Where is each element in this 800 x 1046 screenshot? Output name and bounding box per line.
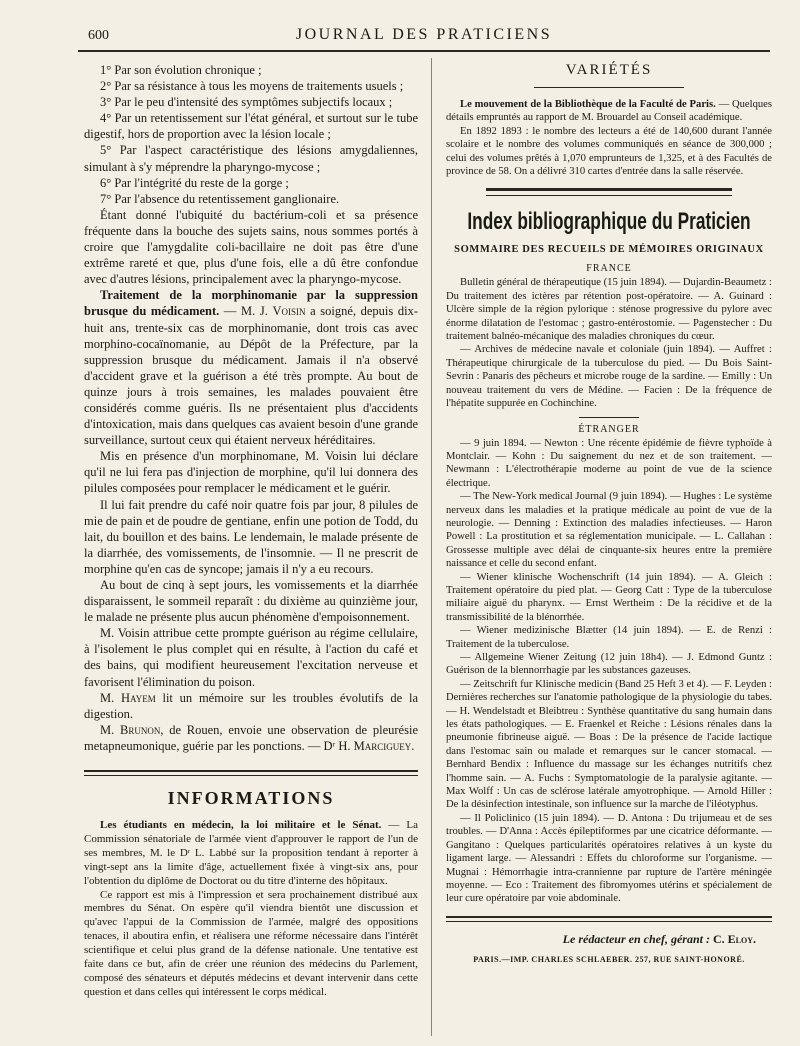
heading-rule	[84, 770, 418, 776]
list-item: 7° Par l'absence du retentissement ganglionaire.	[100, 191, 340, 206]
paragraph-ubiquite: Étant donné l'ubiquité du bactérium-coli et sa présence fréquente dans la bouche des sujets sains, nous sommes portés à croire que l'amygdalite coli-bacillaire ne doit pas être d'une extrême rareté et que, plus d'une fois, elle a dû être confondue avec d'autres lésions, principalement avec la pharyngo-mycose.	[84, 207, 418, 287]
country-label-france: FRANCE	[586, 263, 632, 275]
author-name: Voisin	[272, 304, 306, 319]
signature: Marciguey	[353, 738, 412, 753]
bibliography-entry: — Il Policlinico (15 juin 1894). — D. Antona : Du trijumeau et de ses troubles. — D'Anna : Accès épileptiformes par une cicatrice déformante. — Gangitano : Quelques particularités opératoires relatives à un kyste du ligament large. — Alessandri : Effets du chloroforme sur l'organisme. — Mugnai : Hémorrhagie intra-crannienne par rupture de l'artère méningée moyenne. — Eco : Traitement des fibromyomes utérins et spécialement de leur cure opératoire par voie abdominale.	[446, 812, 772, 905]
varietes-section	[446, 98, 772, 178]
paragraph: Mis en présence d'un morphinomane, M. Voisin lui déclare qu'il ne lui fera pas d'injection de morphine, qu'il lui donnera des pilules composées pour remplacer le médicament et le guérir.	[84, 449, 418, 496]
biblio-article: Le mouvement de la Bibliothèque de la Faculté de Paris. — Quelques détails empruntés au rapport de M. Brouardel au Conseil académique.	[446, 99, 772, 124]
page-number: 600	[88, 28, 109, 43]
section-rule	[486, 188, 732, 196]
printer-imprint: PARIS.—IMP. CHARLES SCHLAEBER. 257, RUE SAINT-HONORÉ.	[473, 954, 745, 964]
hayem-paragraph: M. Hayem lit un mémoire sur les troubles évolutifs de la digestion.	[84, 690, 418, 721]
right-column	[446, 62, 772, 964]
bibliography-entry: — The New-York medical Journal (9 juin 1894). — Hughes : Le système nerveux dans les maladies et la pratique médicale au point de vue de la neurologie. — Denning : Extinction des maladies infectieuses. — Haron Powell : La prostitution et sa réglementation municipale. — L. Callahan : Grossesse multiple avec délai de cinquante-six heures entre la première naissance et celle du second enfant.	[446, 491, 772, 570]
paragraph: Au bout de cinq à sept jours, les vomissements et la diarrhée disparaissent, le sommeil reparaît : du dixième au quinzième jour, le malade ne présente plus aucun phénomène d'empoisonnement.	[84, 578, 418, 625]
country-label-etranger: ÉTRANGER	[578, 423, 640, 435]
article-title: Les étudiants en médecin, la loi militaire et le Sénat.	[100, 819, 382, 832]
morphinomania-article: Traitement de la morphinomanie par la suppression brusque du médicament. — M. J. Voisin a soigné, depuis dix-huit ans, trente-six cas de morphinomanie, dont trois cas avec morphino-cocaïnomanie, au Dépôt de la Préfecture, par la suppression brusque du médicament. Jamais il n'a observé d'accident grave et la guérison a été très prompte. Au bout de quinze jours à trois semaines, les malades pouvaient être considérés comme guéris. Ils ne présentaient plus d'accidents d'intoxication, mais dans quelques cas avaient besoin d'une grande surveillance, surtout ceux qui étaient nerveux héréditaires.	[84, 288, 418, 448]
bibliography-entry: — Wiener medizinische Blætter (14 juin 1894). — E. de Renzi : Traitement de la tuberculose.	[446, 625, 772, 650]
bibliography-entry: — Archives de médecine navale et coloniale (juin 1894). — Auffret : Thérapeutique chirurgicale de la tuberculose du pied. — Du Bois Saint-Sevrin : Panaris des pêcheurs et microbe rouge de la sardine. — Emilly : Un nouveau traitement du vers de Médine. — Facien : De la fréquence de l'hépatite suppurée en Cochinchine.	[446, 344, 772, 410]
closing-rule	[446, 916, 772, 922]
left-column	[84, 62, 418, 1000]
editor-name: C. Eloy.	[712, 931, 756, 946]
france-entries	[446, 276, 772, 410]
list-item: 6° Par l'intégrité du reste de la gorge ;	[100, 175, 289, 190]
paragraph: Ce rapport est mis à l'impression et sera prochainement distribué aux membres du Sénat. On espère qu'il viendra bientôt une discussion et qu'avec l'appui de la Commission de l'armée, malgré des oppositions tenaces, il aboutira enfin, et réalisera une réforme nécessaire dans l'intérêt scientifique et celui plus grand de la défense nationale. Une tentative est faite dans ce but, afin de créer une réunion des médecins du Parlement, composé des sénateurs et députés médecins et devant intervenir dans cette question et dans celles qui intéressent le corps médical.	[84, 888, 418, 998]
page-header	[78, 20, 770, 52]
paragraph: M. Voisin attribue cette prompte guérison au régime cellulaire, à l'isolement le plus complet qui en résulte, à l'action du café et des bains, qui modifient heureusement l'excitation nerveuse et favorisent l'élimination du poison.	[84, 626, 418, 689]
article-title: Le mouvement de la Bibliothèque de la Faculté de Paris.	[460, 99, 716, 110]
list-item: 3° Par le peu d'intensité des symptômes subjectifs locaux ;	[100, 95, 393, 110]
paragraph: Il lui fait prendre du café noir quatre fois par jour, 8 pilules de mie de pain et de poudre de gentiane, enfin une potion de Todd, du lait, du bouillon et des bains. Le lendemain, le malade présente de la diarrhée, des vomissements, de l'insomnie. — Il ne prescrit de morphine qu'en cas de syncope; jamais il n'y a eu recours.	[84, 497, 418, 576]
bibliography-entry: — 9 juin 1894. — Newton : Une récente épidémie de fièvre typhoïde à Montclair. — Kohn : Du saignement du nez et de son traitement. — Newmann : L'électrothérapie moderne au point de vue de la science électrique.	[446, 437, 772, 489]
list-item: 1° Par son évolution chronique ;	[100, 63, 262, 77]
criteria-list	[84, 62, 418, 754]
paragraph: En 1892 1893 : le nombre des lecteurs a été de 140,600 durant l'année scolaire et le nombre des volumes communiqués en séance de 300,000 ; celui des volumes prêtés à 1,070 emprunteurs de 1,325, et à des Facultés de province de 58. On a délivré 310 cartes d'entrée dans la salle réservée.	[446, 125, 772, 178]
info-article: Les étudiants en médecin, la loi militaire et le Sénat. — La Commission sénatoriale de l'armée vient d'approuver le rapport de l'un de ses membres, M. le Dʳ L. Labbé sur la proposition tendant à reporter à vingt-sept ans la limite d'âge, actuellement fixée à vingt-six ans, pour l'obtention du diplôme de Doctorat ou du titre d'interne des hôpitaux.	[84, 819, 418, 887]
column-divider	[431, 58, 432, 1036]
sommaire-subtitle: SOMMAIRE DES RECUEILS DE MÉMOIRES ORIGINAUX	[454, 244, 764, 256]
article-title: Traitement de la morphinomanie par la suppression brusque du médicament.	[84, 288, 418, 319]
divider	[579, 417, 639, 418]
editor-signoff: Le rédacteur en chef, gérant : C. Eloy.	[562, 931, 756, 946]
list-item: 4° Par un retentissement sur l'état général, et surtout sur le tube digestif, hors de proportion avec la lésion locale ;	[84, 111, 418, 142]
bibliography-entry: — Allgemeine Wiener Zeitung (12 juin 18h4). — J. Edmond Guntz : Guérison de la blennorrhagie par les substances gazeuses.	[446, 652, 772, 677]
list-item: 2° Par sa résistance à tous les moyens de traitements usuels ;	[100, 79, 404, 94]
bibliography-entry: — Zeitschrift fur Klinische medicin (Band 25 Heft 3 et 4). — F. Leyden : Dernières recherches sur l'anatomie pathologique de la physiologie du tabes. — H. Wendelstadt et Bleibtreu : Synthèse quantitative du sang humain dans les états pathologiques. — E. Fraenkel et Reiche : Lésions rénales dans la pneumonie fibrineuse aiguë. — Boas : De la présence de l'acide lactique dans l'estomac sain ou malade et remarques sur le cancer stomacal. — Bernhard Bendix : Influence du massage sur les échanges nutritifs chez l'homme sain. — A. Fuchs : Symptomatologie de la paralysie agitante. — Max Wolff : Un cas de sclérose latérale amyotrophique. — Arnold Hiller : De la désinfection intestinale, son influence sur la marche de l'iléotyphus.	[446, 678, 772, 811]
informations-section	[84, 819, 418, 1000]
informations-heading: INFORMATIONS	[84, 770, 418, 809]
bibliography-entry: — Wiener klinische Wochenschrift (14 juin 1894). — A. Gleich : Traitement opératoire du pied plat. — Georg Catt : Type de la tuberculose miliaire aiguë du pharynx. — Ernst Wertheim : De la récidive et de la transmissibilité de la blénorrhée.	[446, 571, 772, 623]
index-title: Index bibliographique du Praticien	[467, 208, 751, 236]
bibliography-entry: Bulletin général de thérapeutique (15 juin 1894). — Dujardin-Beaumetz : Du traitement des ictères par rétention post-opératoire. — A. Guinard : Ulcère simple de la région pylorique : sténose progressive du pylore avec énorme dilatation de l'estomac ; gastro-entérostomie. — Pagenstecher : Du traitement balnéo-mécanique des maladies chroniques du cœur.	[446, 277, 772, 343]
list-item: 5° Par l'aspect caractéristique des lésions amygdaliennes, simulant à s'y méprendre la pharyngo-mycose ;	[84, 143, 418, 174]
varietes-heading: VARIÉTÉS	[534, 62, 684, 88]
brunon-paragraph: M. Brunon, de Rouen, envoie une observation de pleurésie metapneumonique, guérie par les ponctions. — Dʳ H. Marciguey.	[84, 722, 418, 753]
journal-title: JOURNAL DES PRATICIENS	[295, 26, 553, 43]
etranger-entries	[446, 437, 772, 906]
